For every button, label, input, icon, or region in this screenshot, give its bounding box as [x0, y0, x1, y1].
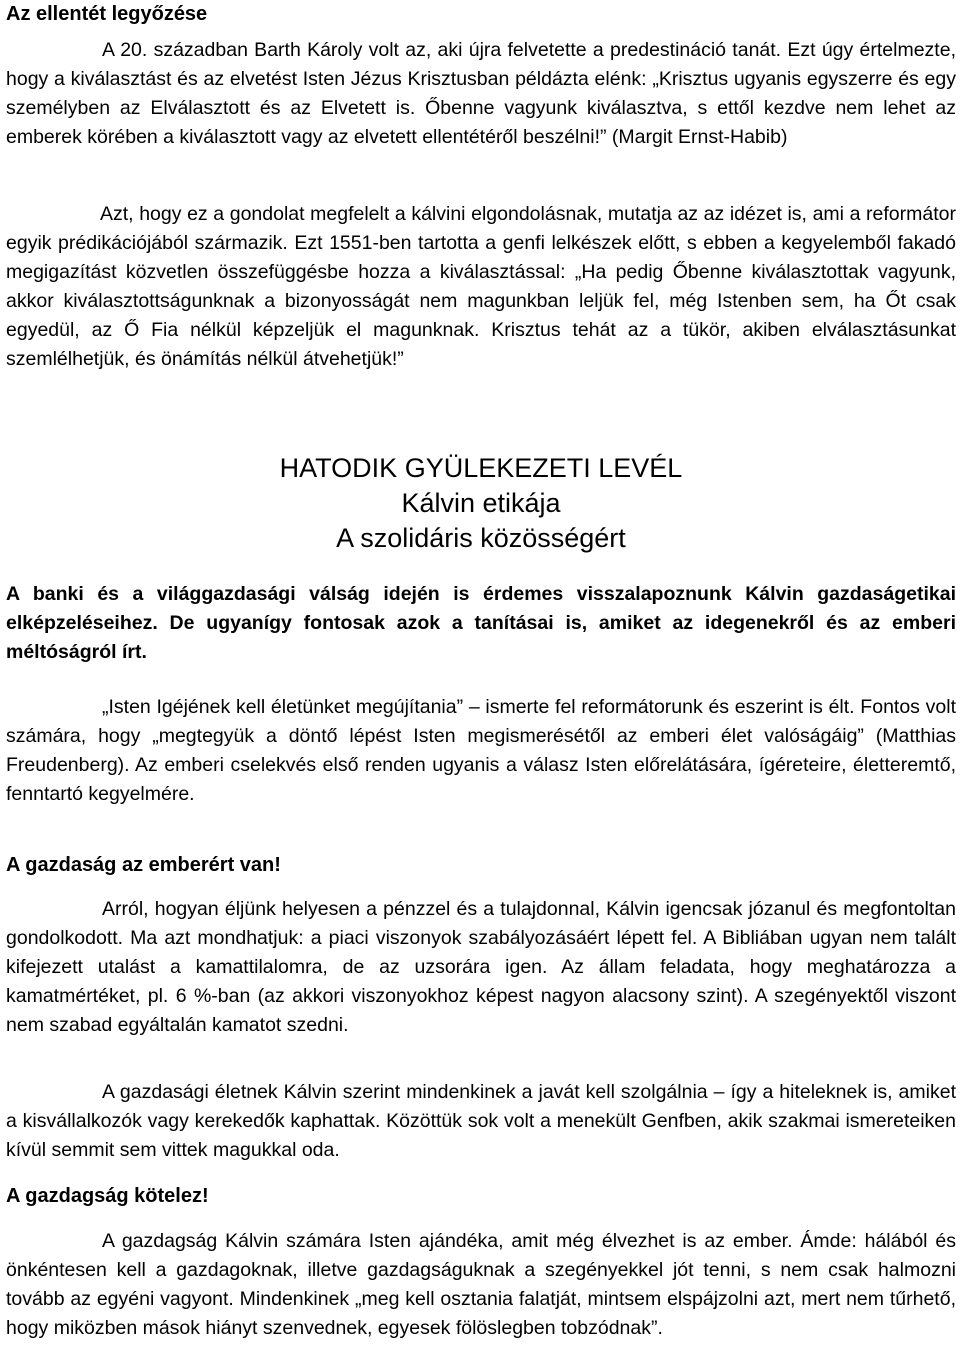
paragraph-barth: A 20. században Barth Károly volt az, aki újra felvetette a predestináció tanát. Ezt úgy értelmezte, hogy a kiválasztást és az elvetést Isten Jézus Krisztusban példázta elénk: „Krisztus ugyanis egyszerre és egy személyben az Elválasztott és az Elvetett is. Őbenne vagyunk kiválasztva, s ettől kezdve nem lehet az emberek körében a kiválasztott vagy az elvetett ellentétéről beszélni!” (Margit Ernst-Habib) [6, 39, 956, 148]
paragraph-penz-tulajdon: Arról, hogyan éljünk helyesen a pénzzel és a tulajdonnal, Kálvin igencsak józanul és megfontoltan gondolkodott. Ma azt mondhatjuk: a piaci viszonyok szabályozásáért lépett fel. A Bibliában ugyan nem talált kifejezett utalást a kamattilalomra, de az uzsorára igen. Az állam feladata, hogy meghatározza a kamatmértéket, pl. 6 %-ban (az akkori viszonyokhoz képest nagyon alacsony szint). A szegényektől viszont nem szabad egyáltalán kamatot szedni. [6, 898, 956, 1036]
lead-paragraph: A banki és a világgazdasági válság idején is érdemes visszalapoznunk Kálvin gazdaságetikai elképzeléseihez. De ugyanígy fontosak azok a tanításai is, amiket az idegenekről és az emberi méltóságról írt. [6, 583, 956, 663]
paragraph-isten-igeje: „Isten Igéjének kell életünket megújítania” – ismerte fel reformátorunk és eszerint is élt. Fontos volt számára, hogy „megtegyük a döntő lépést Isten megismerésétől az emberi élet valóságáig” (Matthias Freudenberg). Az emberi cselekvés első renden ugyanis a válasz Isten előrelátására, ígéreteire, életteremtő, fenntartó kegyelmére. [6, 696, 956, 805]
letter-title-block [6, 451, 956, 556]
section-heading-gazdasag: A gazdaság az emberért van! [6, 854, 281, 876]
paragraph-kalvini-elgondolas: Azt, hogy ez a gondolat megfelelt a kálvini elgondolásnak, mutatja az az idézet is, ami a reformátor egyik prédikációjából származik. Ezt 1551-ben tartotta a genfi lelkészek előtt, s ebben a kegyelemből fakadó megigazítást közvetlen összefüggésbe hozza a kiválasztással: „Ha pedig Őbenne kiválasztottak vagyunk, akkor kiválasztottságunknak a bizonyosságát nem magunkban leljük fel, még Istenben sem, ha Őt csak egyedül, az Ő Fia nélkül képzeljük el magunknak. Krisztus tehát az a tükör, akiben elválasztásunkat szemlélhetjük, és önámítás nélkül átvehetjük!” [6, 203, 956, 370]
section-heading-gazdagsag: A gazdagság kötelez! [6, 1185, 209, 1207]
paragraph-gazdasagi-elet: A gazdasági életnek Kálvin szerint mindenkinek a javát kell szolgálnia – így a hiteleknek is, amiket a kisvállalkozók vagy kerekedők kaphattak. Közöttük sok volt a menekült Genfben, akik szakmai ismereteiken kívül semmit sem vittek magukkal oda. [6, 1081, 956, 1161]
letter-subtitle-2: A szolidáris közösségért [336, 523, 626, 553]
paragraph-gazdagsag-ajandek: A gazdagság Kálvin számára Isten ajándéka, amit még élvezhet is az ember. Ámde: hálából és önkéntesen kell a gazdagoknak, illetve gazdagságuknak a szegényekkel jót tenni, s nem csak halmozni tovább az egyéni vagyont. Mindenkinek „meg kell osztania falatját, mintsem elspájzolni azt, mert nem tűrhető, hogy miközben mások hiányt szenvednek, egyesek fölöslegben tobzódnak”. [6, 1230, 956, 1339]
letter-subtitle: Kálvin etikája [401, 488, 561, 518]
letter-title: HATODIK GYÜLEKEZETI LEVÉL [279, 453, 683, 483]
section-heading-ellentet: Az ellentét legyőzése [6, 3, 208, 25]
